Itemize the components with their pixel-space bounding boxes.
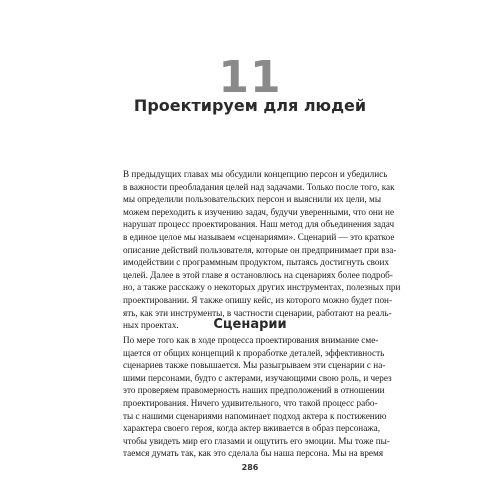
- text-line: ты с нашими сценариями напоминает подход актера к постижению: [123, 410, 387, 421]
- text-line: но, а также расскажу о некоторых других инструментах, полезных при: [123, 282, 401, 293]
- text-line: ных проектах.: [123, 320, 179, 331]
- text-line: описание действий пользователя, которые он предпринимает при вза-: [123, 244, 397, 255]
- text-line: В предыдущих главах мы обсудили концепцию персон и убедились: [123, 169, 388, 179]
- text-line: нарушат процесс проектирования. Наш метод для объединения задач: [123, 219, 395, 230]
- text-line: в единое целое мы называем «сценариями». Сценарий — это краткое: [123, 231, 395, 242]
- intro-paragraph: [123, 168, 401, 332]
- text-line: чтобы увидеть мир его глазами и ощутить его эмоции. Мы тоже пы-: [123, 435, 390, 446]
- text-line: щается от общих концепций к проработке деталей, эффективность: [123, 347, 385, 358]
- text-line: По мере того как в ходе процесса проектирования внимание сме-: [123, 335, 379, 345]
- text-line: можем переходить к изучению задач, будучи уверенными, что они не: [123, 206, 395, 217]
- text-line: проектировании. Я также опишу кейс, из которого можно будет пон-: [123, 294, 393, 305]
- page-number: 286: [241, 463, 259, 472]
- text-line: имодействии с программным продуктом, пытаясь достигнуть своих: [123, 257, 390, 268]
- text-line: шими персонами, будто с актерами, изучающими свою роль, и через: [123, 372, 392, 383]
- text-line: ять, как эти инструменты, в частности сценарии, работают на реаль-: [123, 307, 392, 318]
- text-line: проектирования. Ничего удивительного, что такой процесс рабо-: [123, 397, 378, 408]
- chapter-title: Проектируем для людей: [133, 96, 367, 115]
- text-line: целей. Далее в этой главе я остановлюсь на сценариях более подроб-: [123, 269, 393, 280]
- text-line: это проверяем правомерность наших предположений в отношении: [123, 385, 385, 396]
- text-line: мы определили пользовательских персон и выяснили их цели, мы: [123, 194, 382, 205]
- section-heading: Сценарии: [213, 317, 287, 332]
- section-paragraph: [123, 334, 393, 460]
- chapter-number: 11: [218, 52, 282, 103]
- text-line: таемся думать так, как это сделала бы наша персона. Мы на время: [123, 448, 384, 459]
- text-line: в важности преобладания целей над задачами. Только после того, как: [123, 181, 395, 192]
- text-line: характера своего героя, когда актер вживается в образ персонажа,: [123, 423, 381, 434]
- text-line: сценариев также повышается. Мы разыгрываем эти сценарии с на-: [123, 360, 386, 371]
